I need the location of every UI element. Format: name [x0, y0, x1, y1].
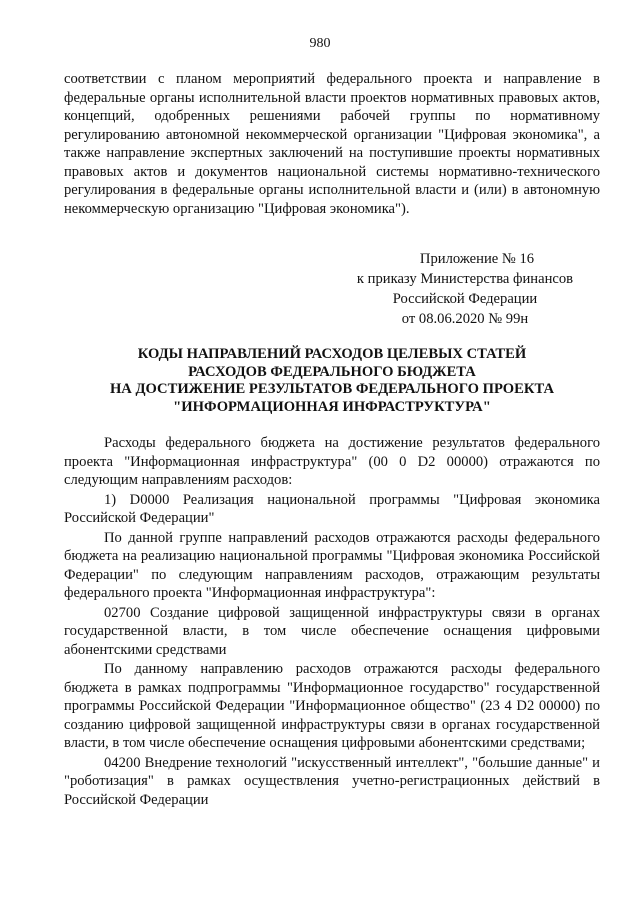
paragraph-code-04200: 04200 Внедрение технологий "искусственный интеллект", "большие данные" и "роботизация" в рамках осуществления учетно-регистрационных действий в Российской Федерации: [64, 754, 600, 808]
appendix-number: Приложение № 16: [419, 251, 535, 267]
intro-text: [64, 70, 600, 218]
title-line-2: РАСХОДОВ ФЕДЕРАЛЬНОГО БЮДЖЕТА: [188, 363, 476, 380]
intro-paragraph: соответствии с планом мероприятий федерального проекта и направление в федеральные органы исполнительной власти проектов нормативных правовых актов, концепций, одобренных решениями рабочей группы по нормативному регулированию автономной некоммерческой организации "Цифровая экономика", а также направление экспертных заключений на поступившие проекты нормативных правовых актов и документов национальной системы нормативно-технического регулирования в федеральные органы исполнительной власти и (или) в автономную некоммерческую организацию "Цифровая экономика").: [64, 71, 600, 217]
appendix-country: Российской Федерации: [392, 291, 538, 307]
page-number: 980: [309, 36, 331, 51]
appendix-order-reference: к приказу Министерства финансов: [356, 271, 574, 287]
title-line-3: НА ДОСТИЖЕНИЕ РЕЗУЛЬТАТОВ ФЕДЕРАЛЬНОГО ПРОЕКТА: [109, 381, 555, 397]
title-line-1: КОДЫ НАПРАВЛЕНИЙ РАСХОДОВ ЦЕЛЕВЫХ СТАТЕЙ: [137, 346, 527, 362]
body-text: [64, 434, 600, 809]
paragraph-code-02700-description: По данному направлению расходов отражаются расходы федерального бюджета в рамках подпрограммы "Информационное государство" государственной программы Российской Федерации "Информационное общество" (23 4 D2 00000) по созданию цифровой защищенной инфраструктуры связи в органах государственной власти, в том числе обеспечение оснащения цифровыми абонентскими средствами;: [64, 661, 600, 751]
title-line-4: "ИНФОРМАЦИОННАЯ ИНФРАСТРУКТУРА": [173, 398, 491, 415]
appendix-order-date: от 08.06.2020 № 99н: [401, 311, 529, 327]
paragraph-code-02700: 02700 Создание цифровой защищенной инфраструктуры связи в органах государственной власти, в том числе обеспечение оснащения цифровыми абонентскими средствами: [64, 604, 600, 658]
document-title: [64, 346, 600, 416]
paragraph-group-description: По данной группе направлений расходов отражаются расходы федерального бюджета на реализацию национальной программы "Цифровая экономика Российской Федерации" по следующим направлениям расходов, отражающим результаты федерального проекта "Информационная инфраструктура":: [64, 529, 600, 601]
appendix-header: [330, 249, 600, 329]
paragraph-code-d0000: 1) D0000 Реализация национальной программы "Цифровая экономика Российской Федерации": [64, 491, 600, 526]
paragraph-expenses-intro: Расходы федерального бюджета на достижение результатов федерального проекта "Информационная инфраструктура" (00 0 D2 00000) отражаются по следующим направлениям расходов:: [64, 435, 600, 488]
